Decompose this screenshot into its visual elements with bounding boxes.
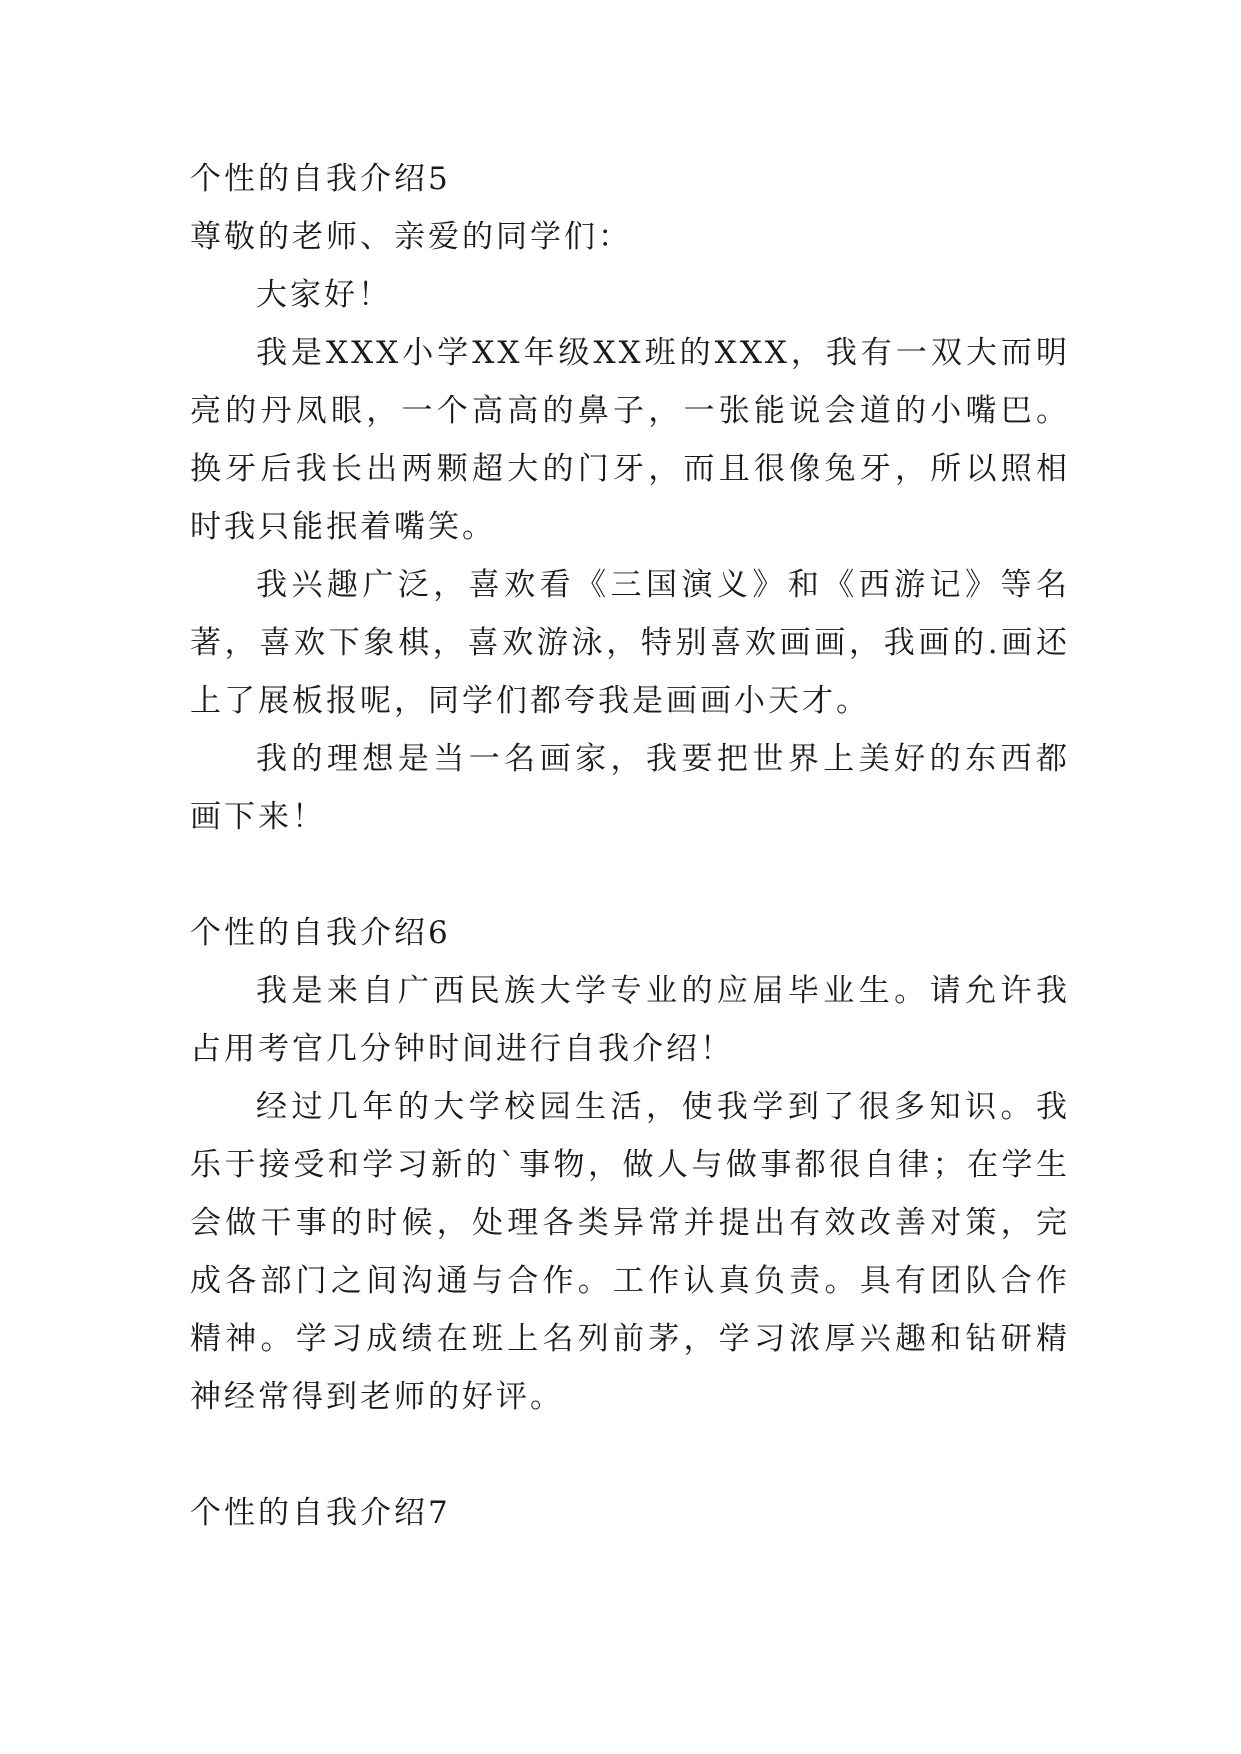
section-6-paragraph-1: 我是来自广西民族大学专业的应届毕业生。请允许我占用考官几分钟时间进行自我介绍！ [190,973,1070,1067]
section-7 [190,1484,1070,1542]
section-5-paragraph-2: 我兴趣广泛，喜欢看《三国演义》和《西游记》等名著，喜欢下象棋，喜欢游泳，特别喜欢画画，我画的.画还上了展板报呢，同学们都夸我是画画小天才。 [190,567,1070,719]
section-6-title: 个性的自我介绍6 [190,915,451,951]
section-5-paragraph-1: 我是XXX小学XX年级XX班的XXX，我有一双大而明亮的丹凤眼，一个高高的鼻子，一张能说会道的小嘴巴。换牙后我长出两颗超大的门牙，而且很像兔牙，所以照相时我只能抿着嘴笑。 [190,335,1070,545]
section-spacer [190,1426,1070,1484]
section-6-paragraph-2: 经过几年的大学校园生活，使我学到了很多知识。我乐于接受和学习新的`事物，做人与做事都很自律；在学生会做干事的时候，处理各类异常并提出有效改善对策，完成各部门之间沟通与合作。工作认真负责。具有团队合作精神。学习成绩在班上名列前茅，学习浓厚兴趣和钻研精神经常得到老师的好评。 [190,1089,1070,1415]
greeting: 大家好！ [256,277,392,313]
section-5-paragraph-3: 我的理想是当一名画家，我要把世界上美好的东西都画下来！ [190,741,1070,835]
section-7-title: 个性的自我介绍7 [190,1495,451,1531]
section-spacer [190,846,1070,904]
section-5 [190,150,1070,846]
section-6 [190,904,1070,1426]
document-body [190,150,1070,1542]
section-5-title: 个性的自我介绍5 [190,161,451,197]
salutation: 尊敬的老师、亲爱的同学们： [190,219,632,255]
